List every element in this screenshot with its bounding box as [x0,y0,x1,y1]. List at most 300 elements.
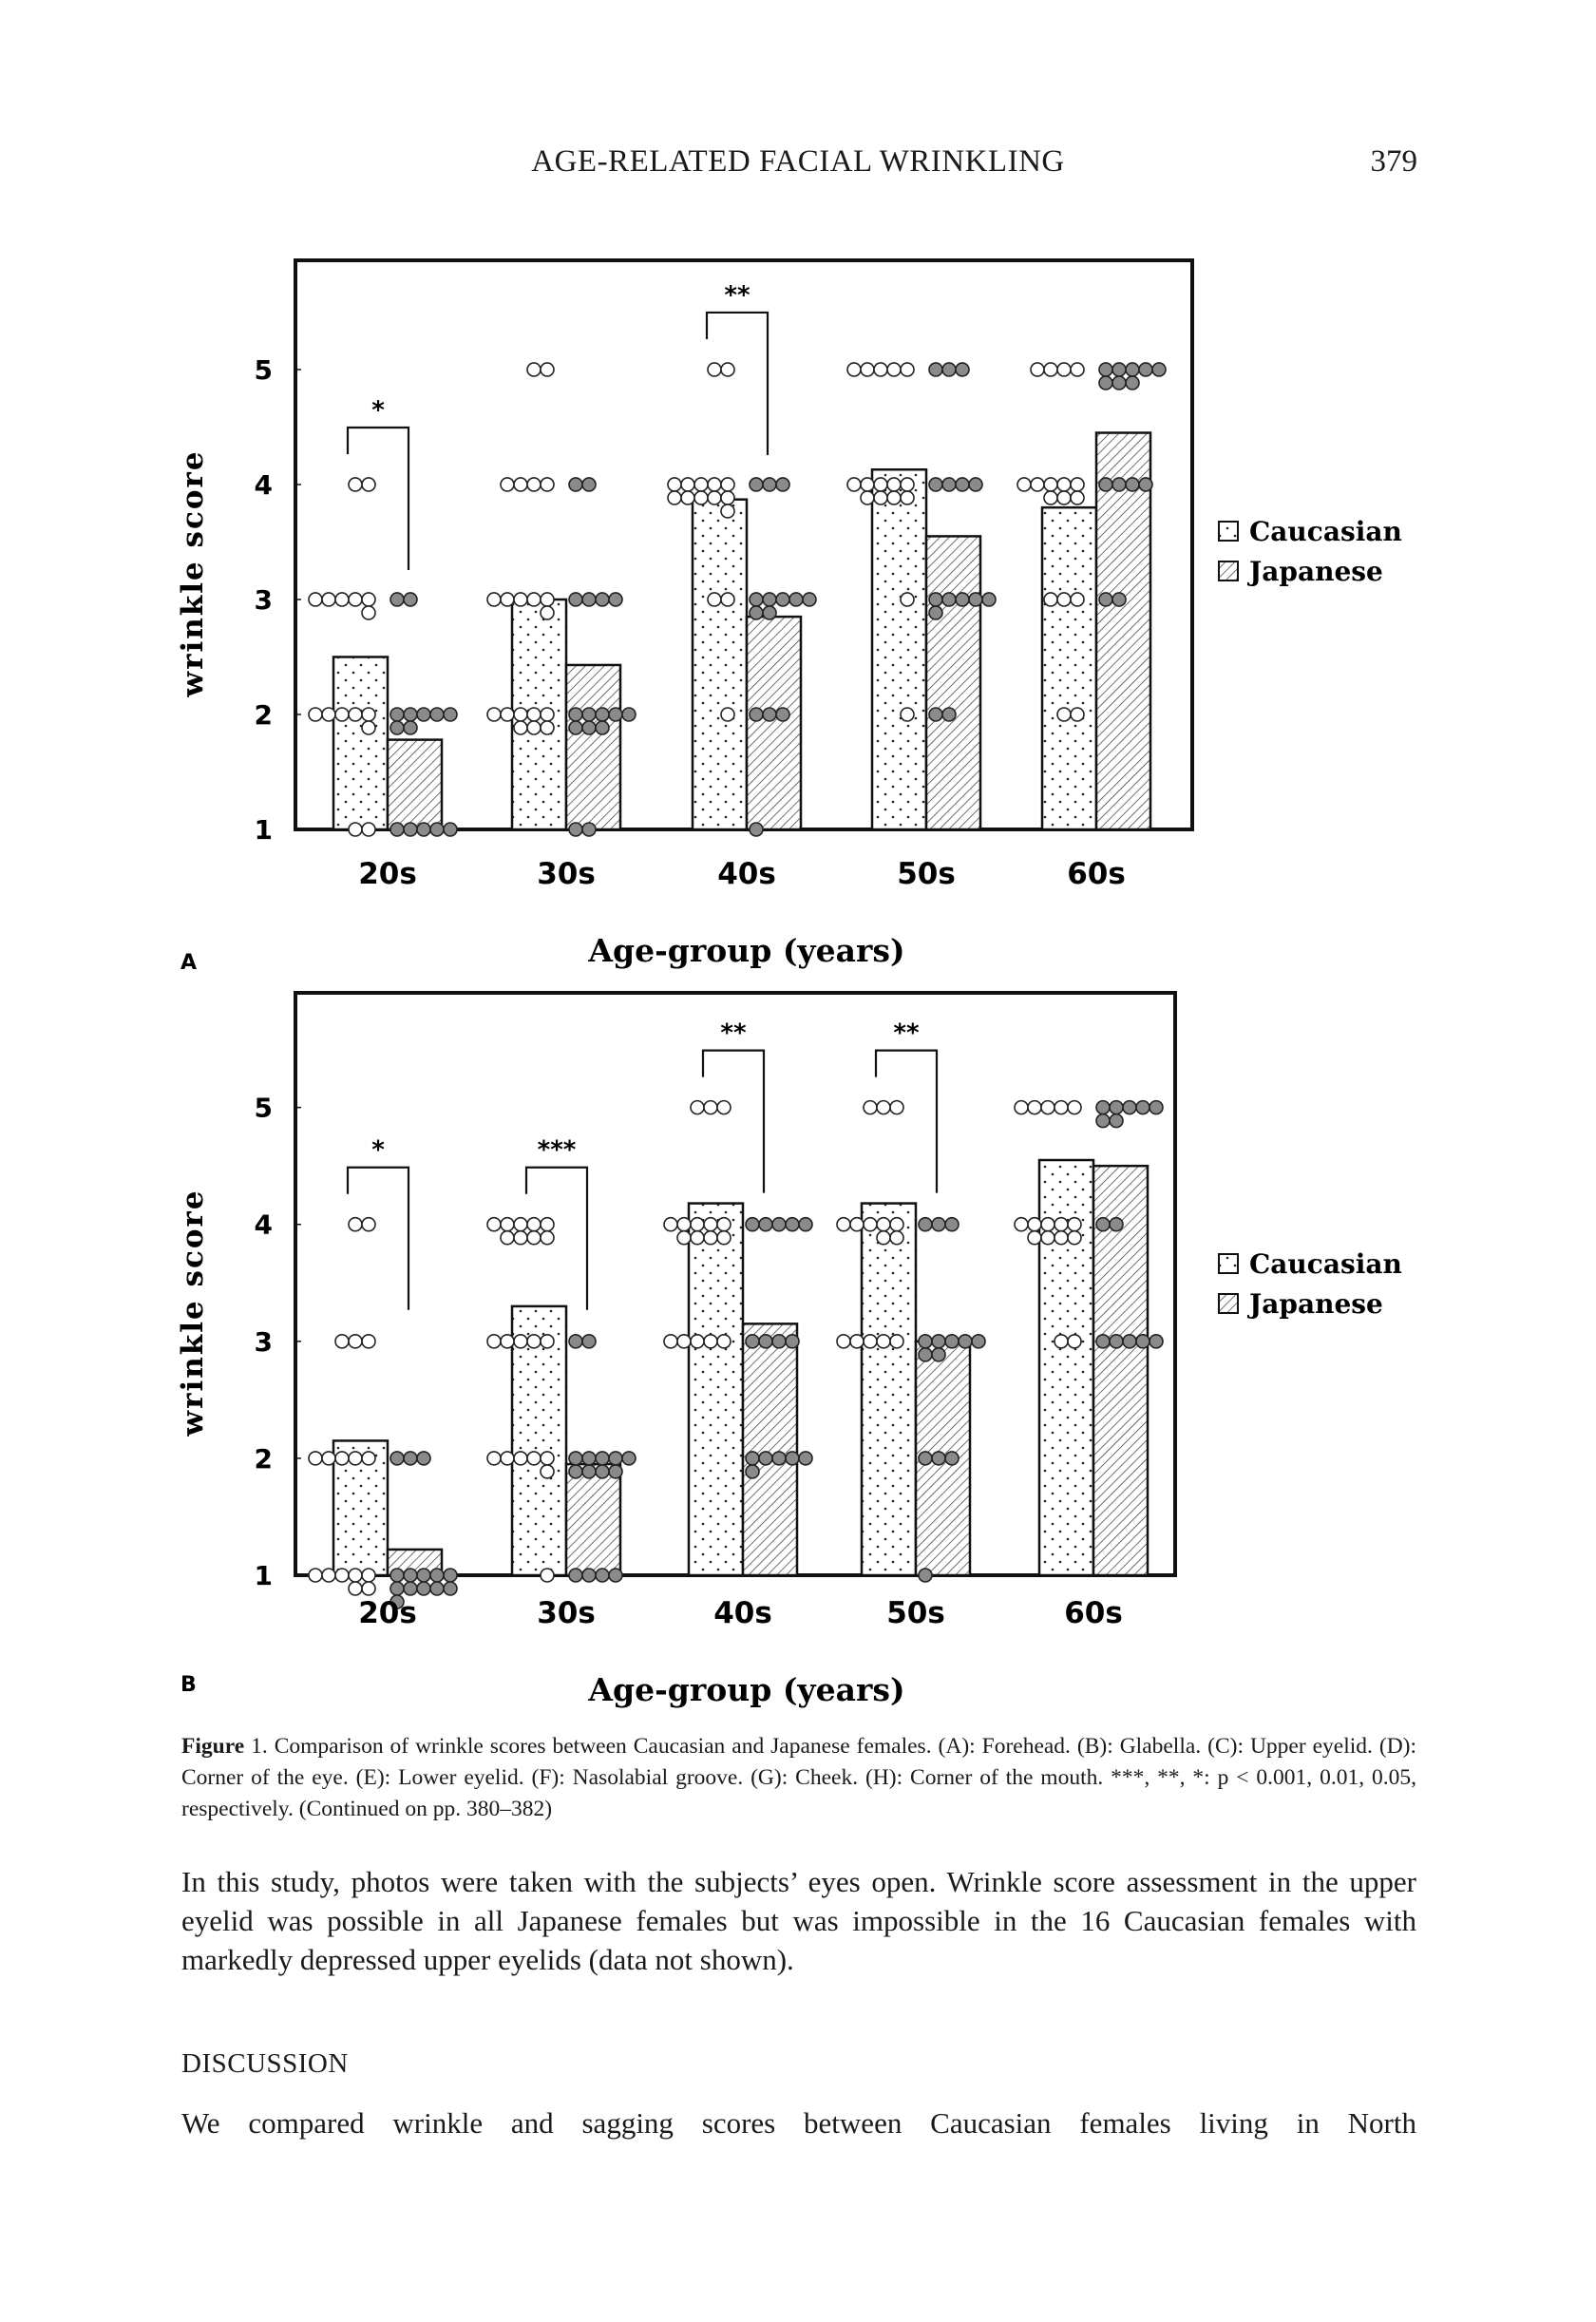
japanese-data-point [956,593,969,606]
caucasian-data-point [850,1335,864,1348]
caucasian-data-point [514,478,527,491]
legend-swatch-caucasian [1219,1254,1238,1273]
caucasian-data-point [487,593,501,606]
japanese-data-point [1110,1101,1123,1114]
japanese-data-point [746,1465,759,1478]
japanese-data-point [390,721,404,734]
caucasian-data-point [677,1218,691,1231]
caucasian-data-point [877,1218,890,1231]
caucasian-bar-50s [862,1204,916,1575]
caucasian-data-point [362,721,375,734]
japanese-bar-30s [566,665,620,829]
caucasian-data-point [349,1218,362,1231]
japanese-data-point [1110,1114,1123,1128]
chart-panel-b [176,993,1402,1708]
japanese-data-point [746,1335,759,1348]
caucasian-data-point [349,593,362,606]
japanese-data-point [1096,1114,1110,1128]
japanese-data-point [932,1348,945,1361]
japanese-data-point [582,593,596,606]
y-tick-label: 2 [254,1442,273,1475]
caucasian-data-point [837,1335,850,1348]
x-tick-label: 60s [1064,1596,1123,1630]
caucasian-data-point [890,1335,903,1348]
caucasian-data-point [349,478,362,491]
japanese-data-point [1150,1335,1163,1348]
caucasian-data-point [501,478,514,491]
caucasian-data-point [1028,1231,1041,1245]
caucasian-data-point [309,1452,322,1465]
caucasian-data-point [861,491,874,504]
caucasian-data-point [541,606,554,619]
y-tick-label: 5 [254,353,273,386]
caucasian-data-point [691,1231,704,1245]
japanese-data-point [919,1348,932,1361]
caucasian-data-point [691,1101,704,1114]
japanese-data-point [803,593,816,606]
japanese-data-point [750,708,763,721]
caucasian-data-point [1015,1218,1028,1231]
japanese-data-point [1112,376,1126,390]
japanese-data-point [1123,1101,1136,1114]
caucasian-data-point [721,478,734,491]
caucasian-bar-60s [1042,507,1096,829]
caucasian-data-point [708,491,721,504]
caucasian-data-point [864,1218,877,1231]
caucasian-data-point [717,1101,731,1114]
japanese-data-point [1096,1218,1110,1231]
caucasian-data-point [1054,1231,1068,1245]
significance-stars: ** [720,1018,747,1048]
japanese-data-point [919,1569,932,1582]
japanese-data-point [404,593,417,606]
caucasian-bar-50s [872,469,926,829]
caucasian-data-point [717,1218,731,1231]
caucasian-data-point [668,478,681,491]
japanese-bar-60s [1096,433,1150,829]
japanese-data-point [1123,1335,1136,1348]
japanese-data-point [1096,1101,1110,1114]
legend-swatch-japanese [1219,561,1238,580]
caucasian-data-point [514,1335,527,1348]
panel-label: A [180,951,198,975]
japanese-data-point [582,721,596,734]
caucasian-data-point [704,1218,717,1231]
caucasian-data-point [527,593,541,606]
caucasian-data-point [1041,1101,1054,1114]
japanese-data-point [942,593,956,606]
caucasian-data-point [1017,478,1031,491]
caucasian-data-point [721,708,734,721]
japanese-data-point [1099,478,1112,491]
page-number: 379 [1370,144,1417,179]
japanese-data-point [609,1569,622,1582]
caucasian-data-point [362,1569,375,1582]
caucasian-data-point [837,1218,850,1231]
caucasian-data-point [335,1569,349,1582]
x-tick-label: 50s [897,857,956,891]
caucasian-data-point [309,708,322,721]
caucasian-data-point [864,1335,877,1348]
japanese-data-point [430,708,444,721]
japanese-bar-20s [388,740,442,829]
japanese-data-point [1150,1101,1163,1114]
caucasian-data-point [901,708,914,721]
caucasian-data-point [541,1335,554,1348]
japanese-data-point [430,1569,444,1582]
caucasian-bar-40s [689,1204,743,1575]
japanese-data-point [942,478,956,491]
japanese-data-point [417,823,430,836]
caucasian-data-point [541,363,554,376]
japanese-data-point [609,1465,622,1478]
caucasian-data-point [664,1335,677,1348]
japanese-data-point [622,708,636,721]
japanese-data-point [609,708,622,721]
japanese-data-point [945,1335,959,1348]
caucasian-data-point [349,1582,362,1595]
japanese-data-point [582,1569,596,1582]
japanese-data-point [776,593,789,606]
chart-panel-a [176,260,1402,975]
caucasian-data-point [541,708,554,721]
caucasian-data-point [1054,1218,1068,1231]
caucasian-data-point [1071,478,1084,491]
caucasian-data-point [335,1335,349,1348]
caucasian-data-point [887,491,901,504]
caucasian-data-point [874,363,887,376]
caucasian-data-point [541,1231,554,1245]
japanese-data-point [596,721,609,734]
caucasian-data-point [721,593,734,606]
japanese-data-point [1126,478,1139,491]
significance-stars: * [371,1135,385,1165]
caucasian-data-point [362,1335,375,1348]
japanese-data-point [390,823,404,836]
japanese-data-point [1139,478,1152,491]
japanese-data-point [596,1465,609,1478]
japanese-data-point [772,1335,786,1348]
section-heading: DISCUSSION [181,2048,349,2079]
caucasian-data-point [501,593,514,606]
x-tick-label: 30s [537,1596,596,1630]
japanese-data-point [982,593,996,606]
caucasian-data-point [322,708,335,721]
japanese-data-point [390,708,404,721]
x-tick-label: 20s [358,857,417,891]
japanese-data-point [430,823,444,836]
figure-caption [181,1731,1416,1825]
japanese-bar-40s [743,1323,797,1575]
japanese-data-point [932,1218,945,1231]
caucasian-data-point [1028,1218,1041,1231]
running-title: AGE-RELATED FACIAL WRINKLING [531,144,1065,179]
caucasian-data-point [1057,708,1071,721]
japanese-data-point [932,1335,945,1348]
caucasian-data-point [677,1231,691,1245]
caucasian-data-point [901,491,914,504]
caucasian-data-point [1057,491,1071,504]
caucasian-data-point [1044,593,1057,606]
japanese-data-point [444,823,457,836]
japanese-data-point [932,1452,945,1465]
japanese-data-point [1110,1335,1123,1348]
x-tick-label: 40s [713,1596,772,1630]
japanese-data-point [956,478,969,491]
caucasian-data-point [527,721,541,734]
y-axis-label: wrinkle score [176,449,210,697]
japanese-data-point [404,721,417,734]
caucasian-data-point [541,1569,554,1582]
japanese-data-point [1152,363,1166,376]
caucasian-data-point [514,708,527,721]
caucasian-data-point [501,1218,514,1231]
japanese-data-point [404,708,417,721]
caucasian-data-point [1041,1231,1054,1245]
caucasian-data-point [861,478,874,491]
legend-label: Caucasian [1249,1248,1402,1280]
japanese-data-point [430,1582,444,1595]
caucasian-data-point [1041,1218,1054,1231]
caucasian-bar-40s [693,500,747,829]
caucasian-data-point [322,1452,335,1465]
legend-swatch-caucasian [1219,522,1238,541]
japanese-data-point [1112,593,1126,606]
japanese-data-point [746,1218,759,1231]
caucasian-data-point [847,363,861,376]
japanese-data-point [750,593,763,606]
caucasian-data-point [877,1231,890,1245]
caucasian-data-point [527,1452,541,1465]
japanese-data-point [444,1582,457,1595]
japanese-data-point [763,593,776,606]
japanese-data-point [622,1452,636,1465]
caucasian-data-point [322,1569,335,1582]
japanese-data-point [763,606,776,619]
japanese-data-point [582,1452,596,1465]
japanese-data-point [772,1452,786,1465]
caucasian-data-point [541,478,554,491]
japanese-data-point [799,1452,812,1465]
japanese-data-point [759,1218,772,1231]
japanese-data-point [1110,1218,1123,1231]
caucasian-data-point [527,478,541,491]
japanese-data-point [404,823,417,836]
japanese-data-point [972,1335,985,1348]
caucasian-data-point [514,721,527,734]
caucasian-data-point [901,478,914,491]
caucasian-data-point [527,1335,541,1348]
caucasian-data-point [1028,1101,1041,1114]
caucasian-data-point [890,1218,903,1231]
japanese-data-point [929,606,942,619]
caucasian-data-point [1071,363,1084,376]
japanese-data-point [929,478,942,491]
caucasian-data-point [362,1218,375,1231]
caucasian-data-point [309,593,322,606]
caucasian-data-point [362,478,375,491]
caucasian-data-point [1031,478,1044,491]
caucasian-data-point [322,593,335,606]
japanese-data-point [776,708,789,721]
japanese-data-point [444,708,457,721]
caucasian-data-point [694,491,708,504]
japanese-data-point [569,1569,582,1582]
y-tick-label: 4 [254,1209,273,1241]
japanese-data-point [1136,1335,1150,1348]
caucasian-data-point [668,491,681,504]
caucasian-data-point [877,1101,890,1114]
japanese-data-point [609,1452,622,1465]
caucasian-data-point [1044,478,1057,491]
caucasian-data-point [514,1218,527,1231]
caucasian-data-point [1044,363,1057,376]
caucasian-data-point [541,1218,554,1231]
caucasian-data-point [1068,1335,1081,1348]
caucasian-data-point [887,478,901,491]
japanese-data-point [582,1335,596,1348]
x-axis-label: Age-group (years) [588,932,905,969]
caucasian-data-point [864,1101,877,1114]
japanese-data-point [942,363,956,376]
y-tick-label: 4 [254,468,273,501]
japanese-data-point [569,1465,582,1478]
caucasian-data-point [362,606,375,619]
japanese-data-point [750,606,763,619]
caucasian-data-point [501,1231,514,1245]
japanese-data-point [945,1218,959,1231]
caucasian-data-point [487,1335,501,1348]
japanese-data-point [390,1569,404,1582]
japanese-bar-50s [926,536,980,829]
japanese-data-point [1112,363,1126,376]
japanese-data-point [776,478,789,491]
japanese-data-point [582,823,596,836]
caucasian-data-point [501,1335,514,1348]
caucasian-data-point [501,708,514,721]
y-tick-label: 5 [254,1092,273,1124]
caucasian-data-point [704,1335,717,1348]
caucasian-data-point [1071,593,1084,606]
y-tick-label: 2 [254,698,273,731]
japanese-data-point [1099,376,1112,390]
caucasian-data-point [708,478,721,491]
caucasian-data-point [721,491,734,504]
japanese-data-point [1112,478,1126,491]
japanese-data-point [1126,376,1139,390]
caucasian-data-point [708,363,721,376]
japanese-data-point [919,1218,932,1231]
caucasian-data-point [691,1218,704,1231]
japanese-data-point [1139,363,1152,376]
discussion-text: We compared wrinkle and sagging scores between Caucasian females living in North [181,2106,1416,2140]
caucasian-data-point [877,1335,890,1348]
japanese-data-point [750,823,763,836]
caucasian-data-point [527,1218,541,1231]
legend-swatch-japanese [1219,1294,1238,1313]
panel-label: B [180,1673,197,1697]
caption-text: Comparison of wrinkle scores between Caucasian and Japanese females. (A): Forehead. (B): Glabella. (C): Upper eyelid. (D): Corner of the eye. (E): Lower eyelid. (F): Nasolabial groove. (G): Cheek. (H): Corner of the mouth. ***, **, *: p < 0.001, 0.01, 0.05, respectively. (Continued on pp. 380–382) [181,1734,1417,1821]
caucasian-data-point [847,478,861,491]
caucasian-data-point [514,593,527,606]
caucasian-data-point [1031,363,1044,376]
japanese-data-point [417,1452,430,1465]
japanese-data-point [1126,363,1139,376]
caucasian-data-point [1068,1218,1081,1231]
caucasian-data-point [1057,478,1071,491]
caucasian-data-point [717,1335,731,1348]
japanese-data-point [582,478,596,491]
y-axis-label: wrinkle score [176,1189,210,1437]
japanese-data-point [929,708,942,721]
legend-label: Japanese [1249,556,1383,587]
caucasian-data-point [349,1452,362,1465]
caucasian-data-point [527,363,541,376]
japanese-data-point [417,1569,430,1582]
japanese-data-point [763,478,776,491]
x-tick-label: 60s [1067,857,1126,891]
caucasian-data-point [1068,1101,1081,1114]
caucasian-data-point [349,708,362,721]
japanese-data-point [390,1452,404,1465]
japanese-data-point [1099,363,1112,376]
japanese-data-point [759,1335,772,1348]
caucasian-data-point [487,1218,501,1231]
caucasian-data-point [1057,363,1071,376]
japanese-data-point [582,1465,596,1478]
caucasian-data-point [721,363,734,376]
y-tick-label: 1 [254,814,273,846]
caucasian-data-point [541,593,554,606]
japanese-data-point [404,1452,417,1465]
body-paragraph: In this study, photos were taken with the subjects’ eyes open. Wrinkle score assessment in the upper eyelid was possible in all Japanese females but was impossible in the 16 Caucasian females with markedly depressed upper eyelids (data not shown). [181,1865,1416,1976]
japanese-data-point [945,1452,959,1465]
significance-stars: * [371,395,385,425]
caption-number: 1. [251,1734,268,1759]
caucasian-data-point [721,504,734,518]
japanese-data-point [596,708,609,721]
caucasian-data-point [335,593,349,606]
caucasian-data-point [541,1465,554,1478]
caucasian-data-point [1044,491,1057,504]
japanese-data-point [929,363,942,376]
japanese-data-point [750,478,763,491]
caucasian-data-point [704,1101,717,1114]
japanese-data-point [569,1452,582,1465]
japanese-data-point [1099,593,1112,606]
caucasian-data-point [514,1231,527,1245]
caucasian-data-point [362,593,375,606]
japanese-data-point [596,593,609,606]
japanese-data-point [390,1582,404,1595]
caucasian-data-point [1015,1101,1028,1114]
caucasian-data-point [1054,1335,1068,1348]
caucasian-data-point [349,1569,362,1582]
japanese-data-point [444,1569,457,1582]
caucasian-data-point [487,708,501,721]
caucasian-data-point [541,721,554,734]
y-tick-label: 3 [254,583,273,616]
japanese-data-point [596,1569,609,1582]
y-tick-label: 3 [254,1325,273,1358]
japanese-data-point [569,708,582,721]
legend-label: Japanese [1249,1288,1383,1320]
caucasian-data-point [691,1335,704,1348]
caucasian-data-point [874,491,887,504]
japanese-data-point [763,708,776,721]
y-tick-label: 1 [254,1560,273,1591]
caucasian-data-point [1071,491,1084,504]
